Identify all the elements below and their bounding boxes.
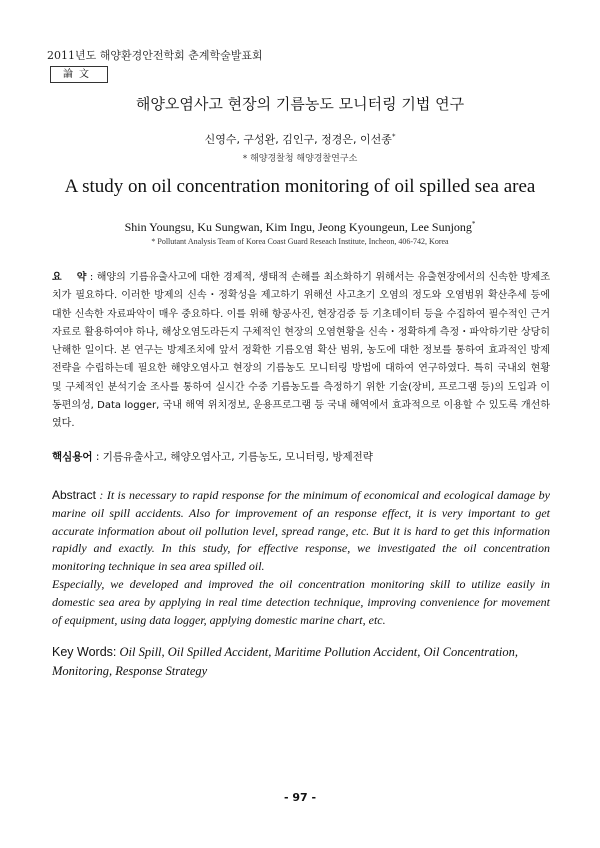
authors-korean-names: 신영수, 구성완, 김인구, 정경은, 이선종 [204, 133, 392, 146]
authors-english [0, 220, 600, 235]
abstract-english-text-1: : It is necessary to rapid response for the minimum of economical and ecological damage by marine oil spill accidents. Also for improvement of an response effect, it is very important to get accurate information about oil pollution level, spread range, etc. But it is hard to get this information rapidly and exactly. In this study, for effective response, we investigated the oil concentration monitoring technique in sea area spilled oil. [52, 488, 550, 574]
authors-english-mark: * [471, 220, 476, 228]
abstract-korean [52, 269, 550, 434]
abstract-english-para-2: Especially, we developed and improved the oil concentration monitoring skill to utilize easily in domestic sea area by applying in real time detection technique, improving convenience for movement of equipment, using data logger, applying domestic marine chart, etc. [52, 576, 550, 627]
authors-korean-mark: * [391, 132, 396, 141]
keywords-english-label: Key Words: [52, 645, 117, 659]
abstract-korean-text: : 해양의 기름유출사고에 대한 경제적, 생태적 손해를 최소화하기 위해서는 유출현장에서의 신속한 방제조치가 필요하다. 이러한 방제의 신속・정확성을 제고하기 위해선 사고초기 오염의 정도와 오염범위 확산추세 등에 대한 신속한 자료파악이 매우 중요하다. 이를 위해 항공사진, 현장검증 등 기초데이터 등을 수집하여 필수적인 근거자료로 활용하여야 하나, 해상오염도라든지 구체적인 현장의 오염현황을 신속・정확하게 측정・파악하기란 상당히 난해한 일이다. 본 연구는 방제조치에 앞서 정확한 기름오염 확산 범위, 농도에 대한 정보를 통하여 효과적인 방제전략을 수립하는데 필요한 해양오염사고 현장의 기름농도 모니터링 방법에 대하여 연구하였다. 특히 국내외 현황 및 구체적인 분석기술 조사를 통하여 실시간 수중 기름농도를 측정하기 위한 기술(장비, 프로그램 등)의 도입과 이동편의성, Data logger, 국내 해역 위치정보, 운용프로그램 등 국내 해역에서 효과적으로 이용할 수 있도록 개선하였다. [52, 272, 551, 430]
page-number: - 97 - [283, 791, 317, 804]
authors-korean [0, 131, 600, 147]
abstract-korean-label: 요 약 [52, 272, 87, 283]
title-english: A study on oil concentration monitoring of oil spilled sea area [64, 176, 536, 197]
conference-header: 2011년도 해양환경안전학회 춘계학술발표회 [47, 49, 263, 62]
keywords-korean-label: 핵심용어 [52, 451, 93, 463]
keywords-korean [52, 449, 550, 464]
abstract-english-para-1 [52, 487, 550, 576]
paper-type-tag: 論文 [50, 66, 108, 83]
affiliation-korean: * 해양경찰청 해양경찰연구소 [242, 154, 358, 164]
keywords-english [52, 643, 550, 681]
authors-english-names: Shin Youngsu, Ku Sungwan, Kim Ingu, Jeong Kyoungeun, Lee Sunjong [124, 220, 472, 234]
abstract-english [52, 487, 550, 629]
keywords-english-text: Oil Spill, Oil Spilled Accident, Maritime Pollution Accident, Oil Concentration, Monitoring, Response Strategy [52, 645, 518, 678]
affiliation-english: * Pollutant Analysis Team of Korea Coast Guard Reseach Institute, Incheon, 406-742, Korea [151, 237, 449, 246]
keywords-korean-text: : 기름유출사고, 해양오염사고, 기름농도, 모니터링, 방제전략 [95, 451, 373, 463]
abstract-english-label: Abstract [52, 488, 97, 502]
title-korean: 해양오염사고 현장의 기름농도 모니터링 기법 연구 [135, 95, 465, 113]
